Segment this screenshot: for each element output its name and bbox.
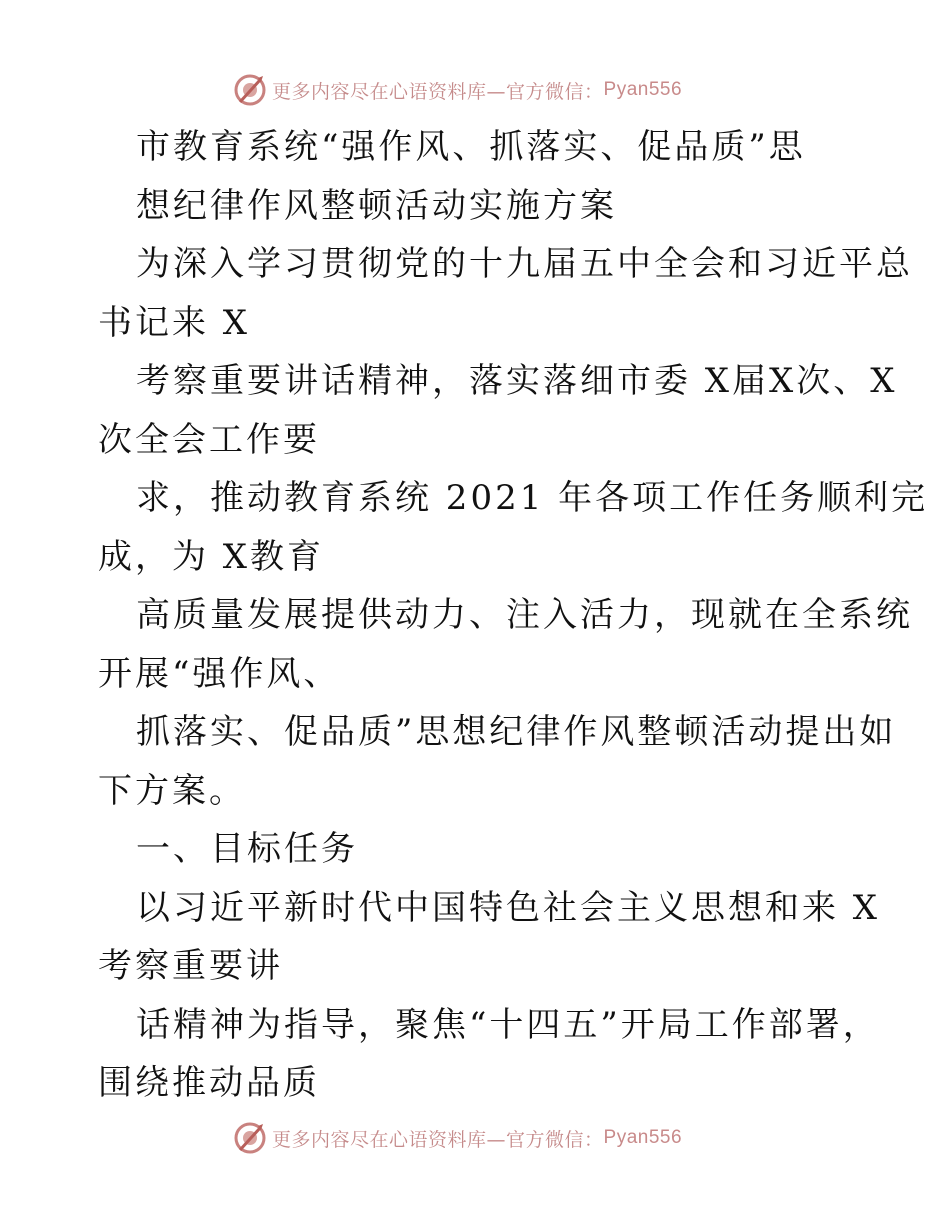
text-line: 求，推动教育系统 2021 年各项工作任务顺利完 xyxy=(136,478,929,518)
logo-icon xyxy=(232,1120,268,1156)
text-line: 考察重要讲话精神，落实落细市委 X届X次、X xyxy=(136,361,898,401)
logo-icon xyxy=(232,72,268,108)
text-line: 下方案。 xyxy=(98,770,246,811)
text-line: 开展“强作风、 xyxy=(98,653,341,694)
watermark-text: 更多内容尽在心语资料库—官方微信： xyxy=(272,80,604,103)
text-line: 为深入学习贯彻党的十九届五中全会和习近平总 xyxy=(136,244,913,284)
text-line: 想纪律作风整顿活动实施方案 xyxy=(136,185,617,226)
text-line: 围绕推动品质 xyxy=(98,1063,320,1103)
text-line: 以习近平新时代中国特色社会主义思想和来 X xyxy=(136,887,881,928)
text-line: 抓落实、促品质”思想纪律作风整顿活动提出如 xyxy=(136,712,897,752)
watermark-wechat-id: Pyan556 xyxy=(603,1127,683,1148)
text-line: 成，为 X教育 xyxy=(98,536,325,577)
section-heading: 一、目标任务 xyxy=(136,829,358,869)
text-line: 市教育系统“强作风、抓落实、促品质”思 xyxy=(136,127,806,167)
text-line: 高质量发展提供动力、注入活力，现就在全系统 xyxy=(136,595,913,635)
header-watermark xyxy=(232,72,682,108)
text-line: 话精神为指导，聚焦“十四五”开局工作部署， xyxy=(136,1004,880,1045)
watermark-wechat-id: Pyan556 xyxy=(603,79,683,100)
text-line: 书记来 X xyxy=(98,302,251,343)
document-body xyxy=(98,118,929,1113)
text-line: 次全会工作要 xyxy=(98,419,320,460)
footer-watermark xyxy=(232,1120,682,1156)
watermark-text: 更多内容尽在心语资料库—官方微信： xyxy=(272,1128,604,1151)
text-line: 考察重要讲 xyxy=(98,946,283,986)
